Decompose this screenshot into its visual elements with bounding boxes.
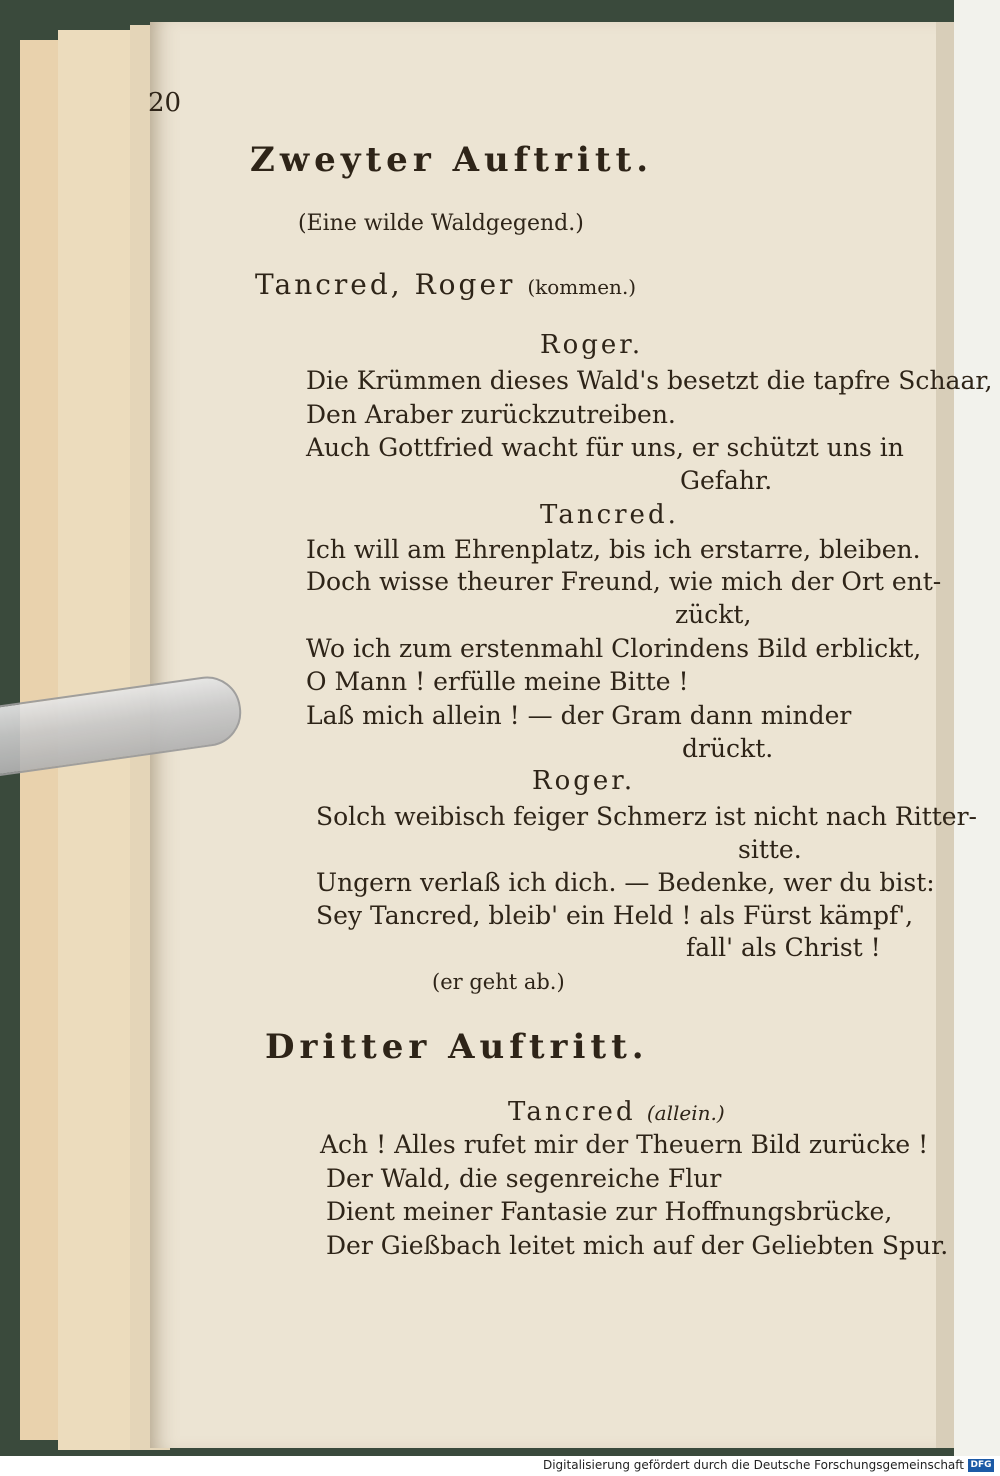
footer-credit: Digitalisierung gefördert durch die Deutsche Forschungsgemeinschaft <box>542 1458 964 1472</box>
verse-line: Der Gießbach leitet mich auf der Geliebten Spur. <box>326 1231 949 1260</box>
verse-line: Den Araber zurückzutreiben. <box>306 400 676 429</box>
verse-line: Laß mich allein ! — der Gram dann minder <box>306 701 852 730</box>
verse-line: Ungern verlaß ich dich. — Bedenke, wer du bist: <box>316 868 935 897</box>
character-line <box>255 268 636 301</box>
dfg-logo-icon: DFG <box>968 1459 994 1472</box>
verse-line: Solch weibisch feiger Schmerz ist nicht nach Ritter- <box>316 802 977 831</box>
verse-line: Die Krümmen dieses Wald's besetzt die tapfre Schaar, <box>306 366 993 395</box>
verse-line: Ich will am Ehrenplatz, bis ich erstarre, bleiben. <box>306 535 921 564</box>
character-names: Tancred, Roger <box>255 268 516 301</box>
scene-heading: Zweyter Auftritt. <box>250 140 654 180</box>
scene-heading: Dritter Auftritt. <box>265 1027 649 1067</box>
verse-line: sitte. <box>738 835 802 864</box>
verse-line: Der Wald, die segenreiche Flur <box>326 1164 722 1193</box>
verse-line: Doch wisse theurer Freund, wie mich der Ort ent- <box>306 567 942 596</box>
verse-line: Dient meiner Fantasie zur Hoffnungsbrücke, <box>326 1197 893 1226</box>
speaker-note: (allein.) <box>646 1101 725 1125</box>
verse-line: fall' als Christ ! <box>686 933 881 962</box>
verse-line: zückt, <box>675 600 752 629</box>
stage-direction: (Eine wilde Waldgegend.) <box>298 211 584 236</box>
verse-line: Ach ! Alles rufet mir der Theuern Bild zurücke ! <box>320 1130 929 1159</box>
verse-line: O Mann ! erfülle meine Bitte ! <box>306 667 689 696</box>
speaker-label: Roger. <box>540 330 644 360</box>
page-number: 20 <box>148 88 182 118</box>
speaker-label: Tancred <box>508 1097 636 1127</box>
speaker-label: Roger. <box>532 766 636 796</box>
footer <box>0 1456 1000 1476</box>
verse-line: Auch Gottfried wacht für uns, er schützt uns in <box>306 433 904 462</box>
verse-line: Wo ich zum erstenmahl Clorindens Bild erblickt, <box>306 634 922 663</box>
speaker-label: Tancred. <box>540 500 679 530</box>
character-note: (kommen.) <box>527 275 637 299</box>
verse-line: Sey Tancred, bleib' ein Held ! als Fürst kämpf', <box>316 901 914 930</box>
speaker-line <box>508 1097 725 1127</box>
background-edge <box>954 0 1000 1456</box>
stage-direction-exit: (er geht ab.) <box>432 970 565 994</box>
verse-line: Gefahr. <box>680 466 773 495</box>
verse-line: drückt. <box>682 734 774 763</box>
